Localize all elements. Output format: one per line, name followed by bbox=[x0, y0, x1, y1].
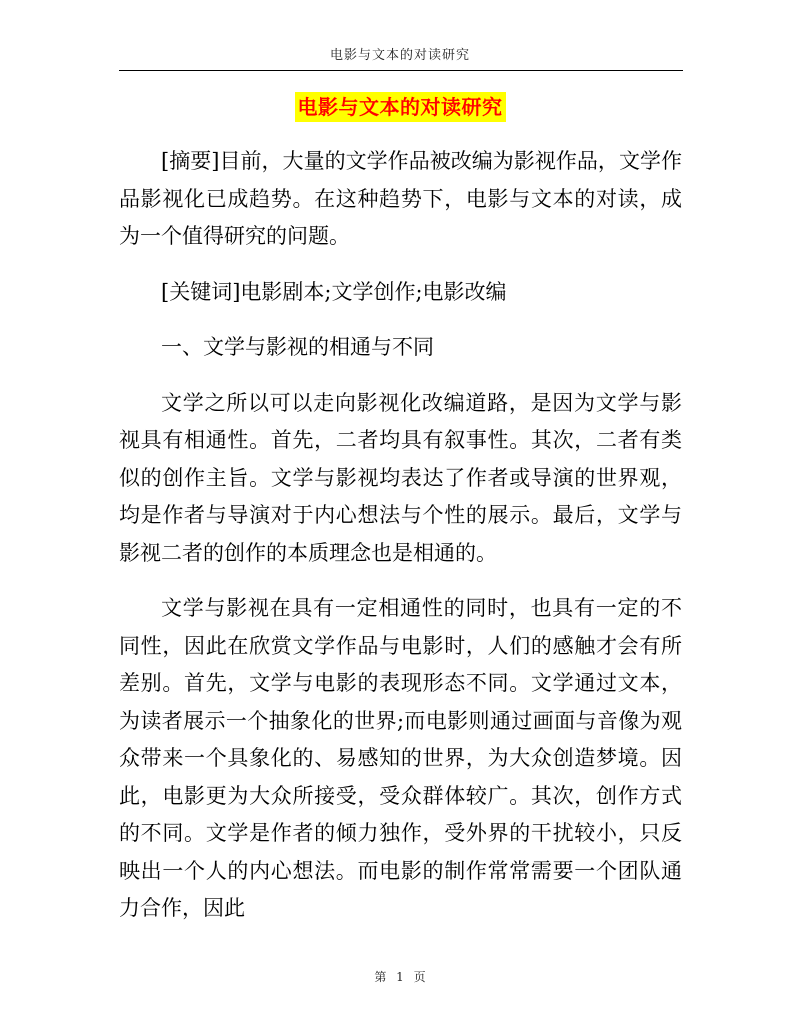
page-prefix: 第 bbox=[374, 970, 387, 984]
header-divider bbox=[119, 70, 683, 71]
document-body bbox=[119, 143, 682, 946]
page-number: 1 bbox=[396, 970, 404, 984]
page-footer bbox=[0, 968, 800, 985]
keywords-paragraph: [关键词]电影剧本;文学创作;电影改编 bbox=[161, 279, 507, 304]
abstract-paragraph: [摘要]目前，大量的文学作品被改编为影视作品，文学作品影视化已成趋势。在这种趋势下，电影与文本的对读，成为一个值得研究的问题。 bbox=[119, 149, 682, 248]
title-container bbox=[0, 92, 800, 122]
page-suffix: 页 bbox=[413, 970, 426, 984]
section-heading: 一、文学与影视的相通与不同 bbox=[161, 335, 434, 359]
body-paragraph: 文学与影视在具有一定相通性的同时，也具有一定的不同性，因此在欣赏文学作品与电影时，人们的感触才会有所差别。首先，文学与电影的表现形态不同。文学通过文本，为读者展示一个抽象化的世界;而电影则通过画面与音像为观众带来一个具象化的、易感知的世界，为大众创造梦境。因此，电影更为大众所接受，受众群体较广。其次，创作方式的不同。文学是作者的倾力独作，受外界的干扰较小，只反映出一个人的内心想法。而电影的制作常常需要一个团队通力合作，因此 bbox=[119, 596, 682, 920]
running-header: 电影与文本的对读研究 bbox=[329, 48, 470, 63]
document-title: 电影与文本的对读研究 bbox=[295, 92, 506, 122]
body-paragraph: 文学之所以可以走向影视化改编道路，是因为文学与影视具有相通性。首先，二者均具有叙事性。其次，二者有类似的创作主旨。文学与影视均表达了作者或导演的世界观，均是作者与导演对于内心想法与个性的展示。最后，文学与影视二者的创作的本质理念也是相通的。 bbox=[119, 390, 682, 565]
